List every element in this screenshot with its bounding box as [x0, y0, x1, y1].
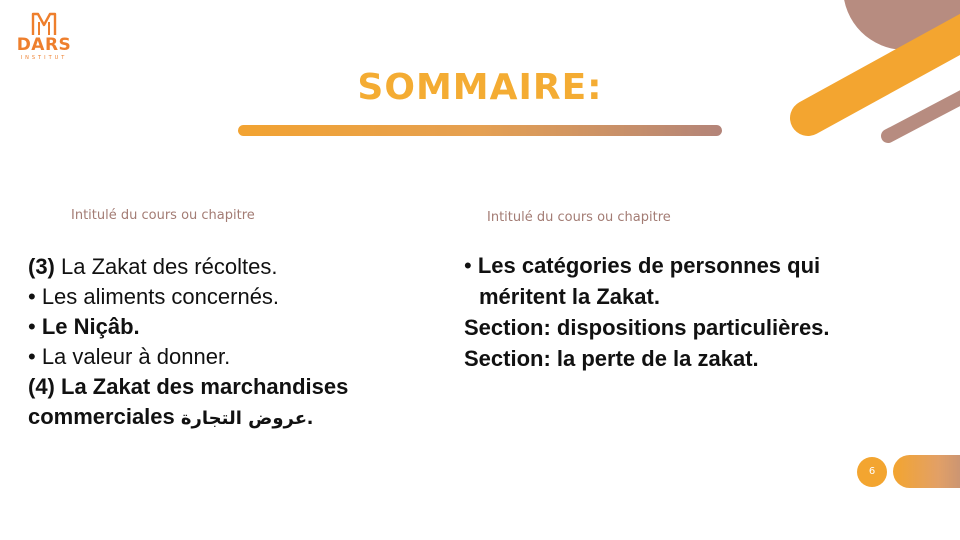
bullet: •	[28, 344, 36, 369]
left-column-content	[28, 252, 448, 434]
title-underline-bar	[238, 125, 722, 136]
deco-stripe-taupe	[888, 94, 960, 136]
bullet: •	[28, 314, 36, 339]
list-item: • Les aliments concernés.	[28, 284, 280, 309]
list-item: • La valeur à donner.	[28, 344, 231, 369]
list-item: • Le Niçâb.	[28, 314, 140, 339]
arabic-text: عروض التجارة	[180, 408, 308, 429]
list-item: Section: la perte de la zakat.	[464, 346, 759, 371]
left-column-label: Intitulé du cours ou chapitre	[71, 208, 255, 223]
deco-stripe-orange	[808, 30, 960, 118]
list-item: (4) La Zakat des marchandises	[28, 374, 349, 399]
logo-name: DARS	[16, 35, 72, 55]
list-item: méritent la Zakat.	[479, 284, 660, 309]
page-title: SOMMAIRE:	[357, 67, 603, 108]
right-column-content	[464, 250, 934, 374]
list-item: Section: dispositions particulières.	[464, 315, 830, 340]
logo-m-icon	[30, 10, 58, 36]
bullet: •	[28, 284, 36, 309]
logo-subtitle: INSTITUT	[20, 55, 68, 61]
logo	[14, 10, 74, 64]
page-number-pill-decoration	[893, 455, 960, 488]
bullet: •	[464, 253, 472, 278]
right-column-label: Intitulé du cours ou chapitre	[487, 210, 671, 225]
deco-circle	[843, 0, 960, 50]
list-item: • Les catégories de personnes qui	[464, 253, 821, 278]
list-item: (3) La Zakat des récoltes.	[28, 254, 278, 279]
page-number: 6	[857, 457, 887, 487]
list-item: commerciales عروض التجارة.	[28, 404, 314, 429]
